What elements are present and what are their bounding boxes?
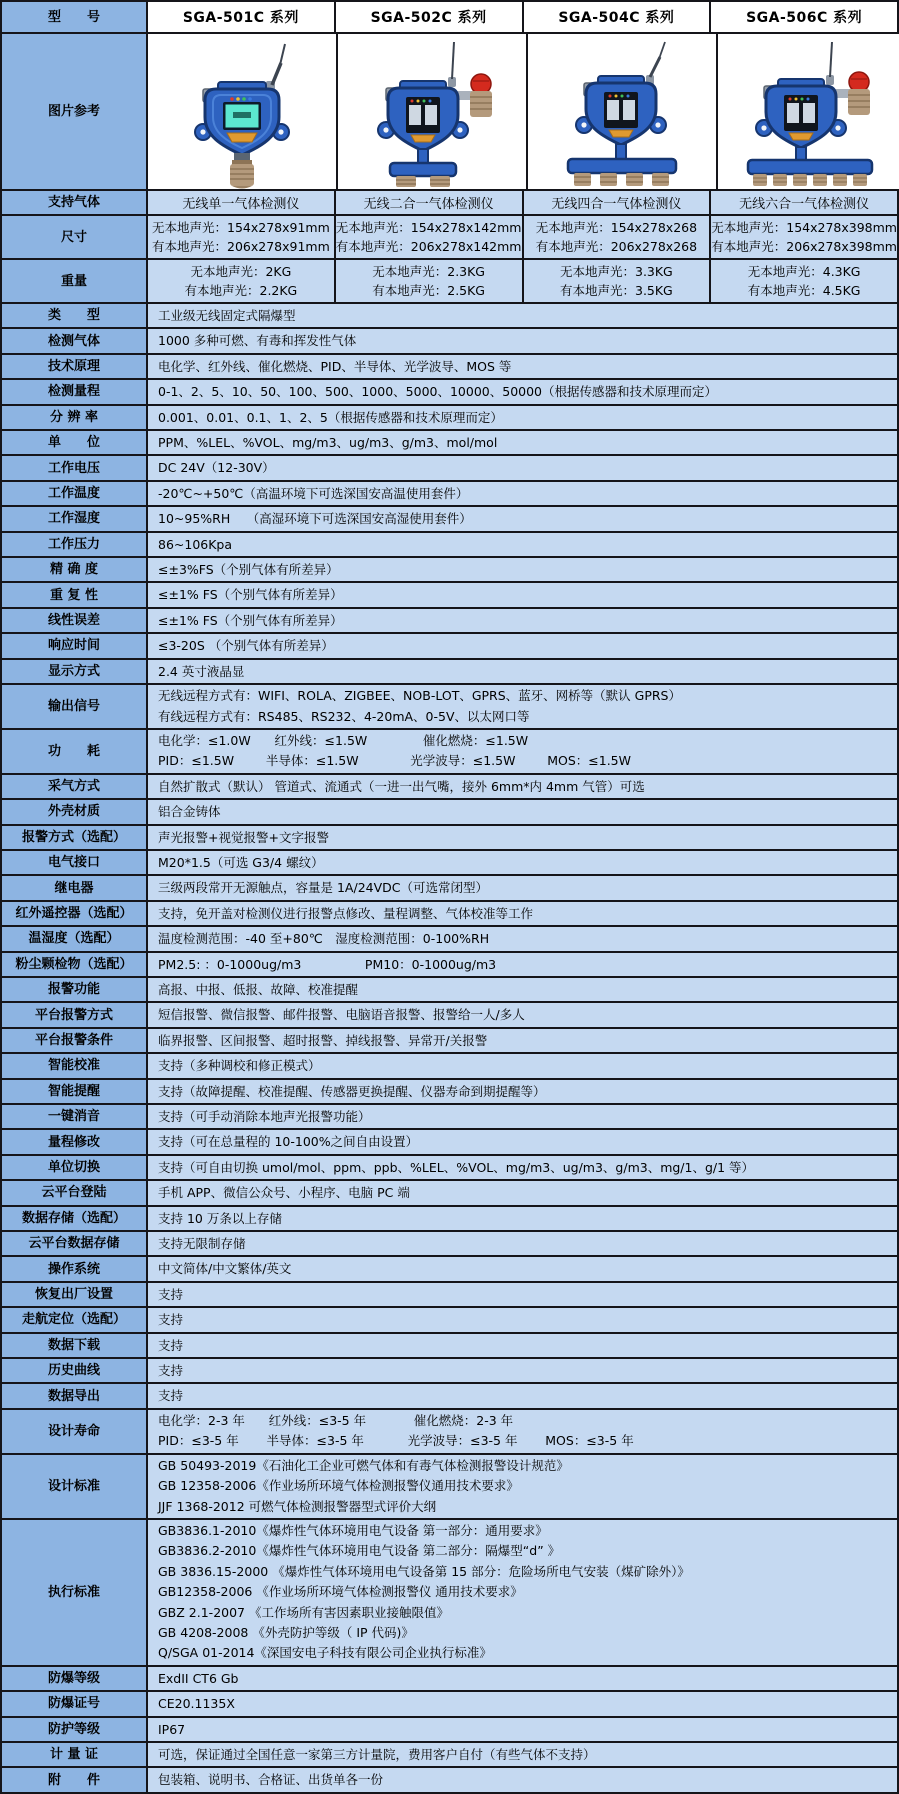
spec-label: 线性误差 — [2, 609, 148, 632]
spec-label: 工作电压 — [2, 456, 148, 479]
spec-value — [148, 1334, 897, 1357]
size-502c — [336, 216, 524, 258]
spec-row — [2, 1692, 897, 1717]
gas-detector-504c-image — [528, 39, 716, 189]
weight-line: 无本地声光：3.3KG — [559, 264, 673, 279]
spec-row — [2, 1283, 897, 1308]
spec-value — [148, 902, 897, 925]
support-gas-label: 支持气体 — [2, 191, 148, 214]
spec-label: 工作湿度 — [2, 507, 148, 530]
spec-row — [2, 1334, 897, 1359]
spec-value — [148, 851, 897, 874]
spec-row — [2, 660, 897, 685]
spec-row — [2, 1410, 897, 1455]
spec-row — [2, 1105, 897, 1130]
spec-value — [148, 634, 897, 657]
spec-value — [148, 660, 897, 683]
spec-row — [2, 953, 897, 978]
sensor-heads — [753, 174, 867, 186]
spec-value-line: 短信报警、微信报警、邮件报警、电脑语音报警、报警给一人/多人 — [158, 1007, 525, 1023]
spec-value-line: 支持（可自由切换 umol/mol、ppm、ppb、%LEL、%VOL、mg/m3、ug/m3、g/m3、mg/1、g/1 等） — [158, 1159, 755, 1175]
spec-label: 云平台登陆 — [2, 1181, 148, 1204]
spec-value — [148, 1520, 897, 1665]
spec-value-line: 有线远程方式有：RS485、RS232、4-20mA、0-5V、以太网口等 — [158, 708, 530, 724]
spec-value — [148, 1743, 897, 1766]
spec-row — [2, 1455, 897, 1520]
size-line: 无本地声光：154x278x398mm — [711, 220, 897, 235]
spec-value-line: 支持无限制存储 — [158, 1236, 246, 1252]
antenna-icon — [826, 42, 834, 85]
spec-value-line: 三级两段常开无源触点，容量是 1A/24VDC（可选常闭型） — [158, 880, 488, 896]
spec-value-line: -20℃~+50℃（高温环境下可选深国安高温使用套件） — [158, 485, 469, 501]
spec-row — [2, 902, 897, 927]
lcd-screen — [223, 102, 261, 130]
device-image-cell-504c — [528, 34, 718, 189]
spec-row — [2, 634, 897, 659]
spec-row — [2, 482, 897, 507]
spec-label: 单 位 — [2, 431, 148, 454]
support-gas-506c: 无线六合一气体检测仪 — [711, 191, 897, 214]
spec-row — [2, 927, 897, 952]
spec-label: 数据导出 — [2, 1384, 148, 1407]
spec-row — [2, 431, 897, 456]
spec-value-line: 电化学、红外线、催化燃烧、PID、半导体、光学波导、MOS 等 — [158, 358, 512, 374]
spec-value — [148, 1003, 897, 1026]
spec-label: 报警功能 — [2, 978, 148, 1001]
spec-label: 智能校准 — [2, 1054, 148, 1077]
spec-value — [148, 876, 897, 899]
spec-value-line: 铝合金铸体 — [158, 804, 221, 820]
spec-row — [2, 1667, 897, 1692]
spec-label: 历史曲线 — [2, 1359, 148, 1382]
spec-value-line: 高报、中报、低报、故障、校准提醒 — [158, 981, 359, 997]
spec-value-line: 温度检测范围：-40 至+80℃ 湿度检测范围：0-100%RH — [158, 931, 490, 947]
header-label: 型 号 — [2, 2, 148, 32]
spec-label: 红外遥控器（选配） — [2, 902, 148, 925]
spec-row — [2, 826, 897, 851]
spec-value-line: IP67 — [158, 1721, 186, 1737]
spec-value-line: 2.4 英寸液晶显 — [158, 663, 245, 679]
spec-label: 平台报警条件 — [2, 1029, 148, 1052]
spec-value-line: 电化学：2-3 年 红外线：≤3-5 年 催化燃烧：2-3 年 — [158, 1412, 514, 1428]
spec-value — [148, 482, 897, 505]
spec-value — [148, 431, 897, 454]
spec-label: 防爆等级 — [2, 1667, 148, 1690]
gas-detector-501c-image — [148, 39, 336, 189]
spec-value-line: 支持（故障提醒、校准提醒、传感器更换提醒、仪器寿命到期提醒等） — [158, 1083, 546, 1099]
spec-row — [2, 380, 897, 405]
weight-line: 有本地声光：2.5KG — [372, 283, 485, 298]
spec-label: 平台报警方式 — [2, 1003, 148, 1026]
spec-value — [148, 329, 897, 352]
model-name-sga-502c: SGA-502C 系列 — [336, 2, 524, 32]
spec-label: 分 辨 率 — [2, 406, 148, 429]
spec-label: 技术原理 — [2, 355, 148, 378]
spec-value-line: ≤±1% FS（个别气体有所差异） — [158, 612, 343, 628]
spec-value-line: 中文简体/中文繁体/英文 — [158, 1261, 292, 1277]
antenna-icon — [266, 44, 285, 92]
sensor-heads — [574, 173, 669, 186]
size-label: 尺寸 — [2, 216, 148, 258]
spec-value — [148, 685, 897, 728]
spec-label: 设计标准 — [2, 1455, 148, 1518]
spec-label: 恢复出厂设置 — [2, 1283, 148, 1306]
size-line: 无本地声光：154x278x91mm — [151, 220, 330, 235]
spec-value — [148, 1029, 897, 1052]
spec-label: 设计寿命 — [2, 1410, 148, 1453]
spec-value — [148, 609, 897, 632]
spec-value-line: ≤±1% FS（个别气体有所差异） — [158, 587, 343, 603]
spec-value-line: ≤3-20S （个别气体有所差异） — [158, 638, 334, 654]
spec-label: 检测量程 — [2, 380, 148, 403]
spec-value — [148, 1283, 897, 1306]
size-row — [2, 216, 897, 260]
size-501c — [148, 216, 336, 258]
spec-row — [2, 533, 897, 558]
weight-row — [2, 260, 897, 304]
spec-value-line: 可选，保证通过全国任意一家第三方计量院，费用客户自付（有些气体不支持） — [158, 1746, 596, 1762]
spec-value — [148, 558, 897, 581]
spec-value — [148, 978, 897, 1001]
spec-row — [2, 1029, 897, 1054]
device-image-cell-501c — [148, 34, 338, 189]
spec-value — [148, 406, 897, 429]
spec-value — [148, 1768, 897, 1791]
spec-label: 智能提醒 — [2, 1080, 148, 1103]
size-line: 有本地声光：206x278x398mm — [711, 239, 897, 254]
size-line: 无本地声光：154x278x142mm — [335, 220, 522, 235]
spec-value-line: GB 12358-2006《作业场所环境气体检测报警仪通用技术要求》 — [158, 1478, 519, 1494]
spec-row — [2, 507, 897, 532]
spec-value-line: 10~95%RH （高湿环境下可选深国安高湿使用套件） — [158, 511, 472, 527]
antenna-icon — [448, 42, 456, 87]
spec-value — [148, 1359, 897, 1382]
spec-row — [2, 406, 897, 431]
spec-row — [2, 1232, 897, 1257]
spec-row — [2, 1257, 897, 1282]
spec-row — [2, 1308, 897, 1333]
spec-value — [148, 380, 897, 403]
spec-value-line: Q/SGA 01-2014《深国安电子科技有限公司企业执行标准》 — [158, 1645, 492, 1661]
spec-value-line: JJF 1368-2012 可燃气体检测报警器型式评价大纲 — [158, 1498, 437, 1514]
spec-row — [2, 1520, 897, 1667]
spec-value — [148, 1667, 897, 1690]
spec-label: 继电器 — [2, 876, 148, 899]
spec-row — [2, 685, 897, 730]
spec-value-line: CE20.1135X — [158, 1696, 235, 1712]
device-image-cell-506c — [718, 34, 899, 189]
spec-row — [2, 1207, 897, 1232]
spec-value — [148, 1156, 897, 1179]
spec-row — [2, 1768, 897, 1793]
spec-value — [148, 1692, 897, 1715]
weight-501c — [148, 260, 336, 302]
spec-value — [148, 583, 897, 606]
spec-label: 数据存储（选配） — [2, 1207, 148, 1230]
spec-row — [2, 1359, 897, 1384]
model-name-sga-504c: SGA-504C 系列 — [524, 2, 712, 32]
spec-value-line: 临界报警、区间报警、超时报警、掉线报警、异常开/关报警 — [158, 1032, 488, 1048]
spec-row — [2, 1156, 897, 1181]
size-line: 有本地声光：206x278x91mm — [151, 239, 330, 254]
spec-value — [148, 1257, 897, 1280]
spec-value — [148, 1308, 897, 1331]
spec-row — [2, 1080, 897, 1105]
model-name-sga-501c: SGA-501C 系列 — [148, 2, 336, 32]
weight-line: 无本地声光：4.3KG — [747, 264, 861, 279]
spec-row — [2, 583, 897, 608]
spec-value-line: 声光报警+视觉报警+文字报警 — [158, 829, 329, 845]
support-gas-502c: 无线二合一气体检测仪 — [336, 191, 524, 214]
spec-row — [2, 730, 897, 775]
spec-value — [148, 1455, 897, 1518]
spec-value — [148, 1130, 897, 1153]
spec-value-line: 0.001、0.01、0.1、1、2、5（根据传感器和技术原理而定） — [158, 409, 503, 425]
spec-value-line: DC 24V（12-30V） — [158, 460, 275, 476]
spec-value-line: GB 4208-2008 《外壳防护等级（ IP 代码)》 — [158, 1624, 414, 1640]
spec-label: 报警方式（选配） — [2, 826, 148, 849]
spec-value — [148, 1054, 897, 1077]
lcd-screen — [784, 95, 818, 131]
spec-label: 温湿度（选配） — [2, 927, 148, 950]
alarm-beacon-icon — [458, 74, 492, 117]
spec-value-line: 支持（可在总量程的 10-100%之间自由设置） — [158, 1134, 419, 1150]
weight-line: 有本地声光：4.5KG — [747, 283, 861, 298]
spec-row — [2, 1003, 897, 1028]
spec-value-line: M20*1.5（可选 G3/4 螺纹） — [158, 854, 324, 870]
spec-value-line: 支持 — [158, 1388, 184, 1404]
antenna-icon — [646, 42, 665, 85]
spec-label: 执行标准 — [2, 1520, 148, 1665]
weight-506c — [711, 260, 897, 302]
spec-value-line: 支持 — [158, 1363, 184, 1379]
spec-value-line: ExdII CT6 Gb — [158, 1670, 239, 1686]
size-line: 无本地声光：154x278x268 — [535, 220, 698, 235]
spec-value-line: GB12358-2006 《作业场所环境气体检测报警仪 通用技术要求》 — [158, 1584, 523, 1600]
spec-label: 计 量 证 — [2, 1743, 148, 1766]
spec-label: 防爆证号 — [2, 1692, 148, 1715]
spec-value — [148, 826, 897, 849]
weight-line: 有本地声光：3.5KG — [559, 283, 673, 298]
gas-detector-502c-image — [338, 39, 526, 189]
spec-value — [148, 1105, 897, 1128]
spec-label: 采气方式 — [2, 775, 148, 798]
spec-value-line: PID：≤1.5W 半导体：≤1.5W 光学波导：≤1.5W MOS：≤1.5W — [158, 753, 631, 769]
model-name-sga-506c: SGA-506C 系列 — [711, 2, 897, 32]
spec-value — [148, 1181, 897, 1204]
spec-row — [2, 1384, 897, 1409]
spec-value-line: GB3836.2-2010《爆炸性气体环境用电气设备 第二部分：隔爆型“d” 》 — [158, 1543, 561, 1559]
support-gas-501c: 无线单一气体检测仪 — [148, 191, 336, 214]
spec-row — [2, 851, 897, 876]
spec-value-line: GB 50493-2019《石油化工企业可燃气体和有毒气体检测报警设计规范》 — [158, 1457, 569, 1473]
spec-value-line: 支持（可手动消除本地声光报警功能） — [158, 1109, 371, 1124]
spec-value-line: PM2.5: ：0-1000ug/m3 PM10：0-1000ug/m3 — [158, 956, 497, 972]
weight-label: 重量 — [2, 260, 148, 302]
spec-label: 量程修改 — [2, 1130, 148, 1153]
spec-value — [148, 730, 897, 773]
spec-value-line: GBZ 2.1-2007 《工作场所有害因素职业接触限值》 — [158, 1604, 449, 1620]
spec-label: 工作压力 — [2, 533, 148, 556]
spec-value — [148, 507, 897, 530]
spec-label: 数据下载 — [2, 1334, 148, 1357]
spec-label: 一键消音 — [2, 1105, 148, 1128]
spec-row — [2, 978, 897, 1003]
spec-label: 操作系统 — [2, 1257, 148, 1280]
spec-value — [148, 1207, 897, 1230]
size-line: 有本地声光：206x278x142mm — [335, 239, 522, 254]
spec-row — [2, 609, 897, 634]
spec-value — [148, 800, 897, 823]
spec-label: 输出信号 — [2, 685, 148, 728]
spec-label: 检测气体 — [2, 329, 148, 352]
spec-label: 工作温度 — [2, 482, 148, 505]
spec-value-line: 手机 APP、微信公众号、小程序、电脑 PC 端 — [158, 1185, 410, 1201]
spec-label: 外壳材质 — [2, 800, 148, 823]
spec-value — [148, 355, 897, 378]
spec-value-line: GB3836.1-2010《爆炸性气体环境用电气设备 第一部分：通用要求》 — [158, 1522, 548, 1538]
spec-row — [2, 1181, 897, 1206]
spec-value — [148, 533, 897, 556]
spec-row — [2, 876, 897, 901]
weight-line: 无本地声光：2.3KG — [372, 264, 485, 279]
spec-value-line: PPM、%LEL、%VOL、mg/m3、ug/m3、g/m3、mol/mol — [158, 435, 498, 451]
spec-value-line: 支持，免开盖对检测仪进行报警点修改、量程调整、气体校准等工作 — [158, 905, 534, 921]
support-gas-row — [2, 191, 897, 216]
spec-value — [148, 1080, 897, 1103]
spec-label: 重 复 性 — [2, 583, 148, 606]
spec-row — [2, 1718, 897, 1743]
size-506c — [711, 216, 897, 258]
spec-value-line: 支持 — [158, 1312, 184, 1328]
spec-value — [148, 1410, 897, 1453]
spec-row — [2, 800, 897, 825]
spec-label: 走航定位（选配） — [2, 1308, 148, 1331]
spec-row — [2, 1743, 897, 1768]
spec-label: 云平台数据存储 — [2, 1232, 148, 1255]
gas-detector-506c-image — [718, 39, 899, 189]
spec-value — [148, 1718, 897, 1741]
support-gas-504c: 无线四合一气体检测仪 — [524, 191, 712, 214]
size-line: 有本地声光：206x278x268 — [535, 239, 698, 254]
spec-value-line: 包装箱、说明书、合格证、出货单各一份 — [158, 1772, 384, 1788]
spec-row — [2, 1130, 897, 1155]
spec-row — [2, 558, 897, 583]
spec-value — [148, 456, 897, 479]
weight-line: 无本地声光：2KG — [190, 264, 292, 279]
lcd-screen — [406, 97, 440, 133]
device-image-cell-502c — [338, 34, 528, 189]
spec-value-line: 支持 10 万条以上存储 — [158, 1210, 282, 1226]
spec-value-line: 支持（多种调校和修正模式） — [158, 1058, 321, 1074]
spec-value-line: 自然扩散式（默认） 管道式、流通式（一进一出气嘴，接外 6mm*内 4mm 气管）可选 — [158, 778, 645, 794]
spec-value-line: 无线远程方式有：WIFI、ROLA、ZIGBEE、NOB-LOT、GPRS、蓝牙、网桥等（默认 GPRS） — [158, 688, 681, 704]
weight-502c — [336, 260, 524, 302]
spec-value — [148, 1232, 897, 1255]
lcd-screen — [604, 92, 638, 128]
spec-value-line: 支持 — [158, 1286, 184, 1302]
spec-row — [2, 304, 897, 329]
spec-label: 精 确 度 — [2, 558, 148, 581]
spec-label: 防护等级 — [2, 1718, 148, 1741]
spec-value — [148, 953, 897, 976]
spec-label: 附 件 — [2, 1768, 148, 1791]
spec-value-line: GB 3836.15-2000 《爆炸性气体环境用电气设备第 15 部分：危险场所电气安装（煤矿除外）》 — [158, 1563, 690, 1579]
spec-value-line: PID：≤3-5 年 半导体：≤3-5 年 光学波导：≤3-5 年 MOS：≤3-5 年 — [158, 1433, 634, 1449]
size-504c — [524, 216, 712, 258]
spec-label: 单位切换 — [2, 1156, 148, 1179]
header-row — [2, 2, 897, 34]
spec-value-line: 0-1、2、5、10、50、100、500、1000、5000、10000、50000（根据传感器和技术原理而定） — [158, 384, 718, 400]
weight-504c — [524, 260, 712, 302]
sensor-heads — [396, 176, 450, 187]
weight-line: 有本地声光：2.2KG — [184, 283, 298, 298]
spec-label: 类 型 — [2, 304, 148, 327]
spec-label: 功 耗 — [2, 730, 148, 773]
spec-value-line: 支持 — [158, 1337, 184, 1353]
spec-value — [148, 775, 897, 798]
spec-value — [148, 1384, 897, 1407]
spec-value-line: ≤±3%FS（个别气体有所差异） — [158, 562, 339, 578]
spec-label: 显示方式 — [2, 660, 148, 683]
alarm-beacon-icon — [836, 72, 870, 115]
spec-label: 粉尘颗检物（选配） — [2, 953, 148, 976]
spec-value-line: 电化学：≤1.0W 红外线：≤1.5W 催化燃烧：≤1.5W — [158, 732, 529, 748]
spec-value-line: 86~106Kpa — [158, 536, 233, 552]
spec-value-line: 1000 多种可燃、有毒和挥发性气体 — [158, 333, 357, 349]
spec-row — [2, 1054, 897, 1079]
image-row-label: 图片参考 — [2, 34, 148, 189]
spec-row — [2, 355, 897, 380]
spec-value — [148, 304, 897, 327]
spec-row — [2, 775, 897, 800]
spec-label: 电气接口 — [2, 851, 148, 874]
spec-value-line: 工业级无线固定式隔爆型 — [158, 308, 296, 323]
spec-row — [2, 456, 897, 481]
sensor-head — [230, 153, 254, 189]
spec-label: 响应时间 — [2, 634, 148, 657]
spec-value — [148, 927, 897, 950]
image-row — [2, 34, 897, 191]
spec-row — [2, 329, 897, 354]
